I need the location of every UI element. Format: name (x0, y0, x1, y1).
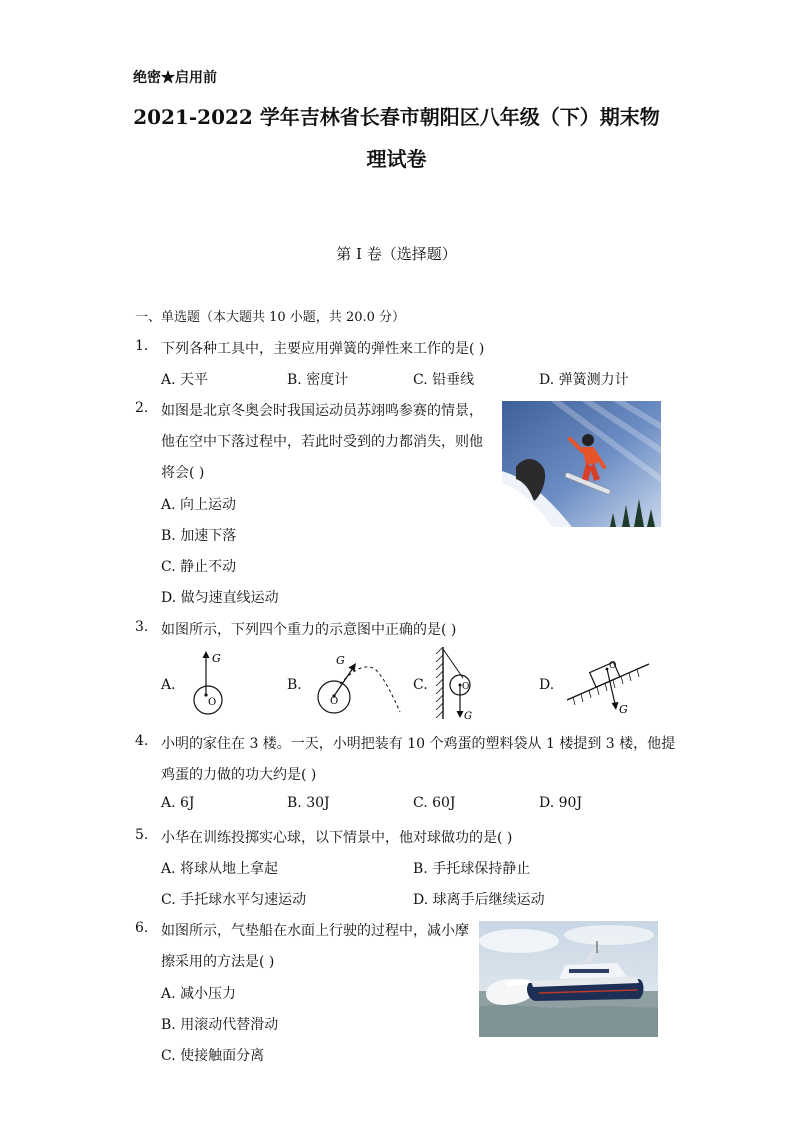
gravity-label: G (212, 652, 221, 665)
question-number: 3. (135, 619, 149, 635)
gravity-diagram-c (433, 645, 483, 723)
option-d: D. 弹簧测力计 (539, 372, 629, 388)
question-text: 小明的家住在 3 楼。一天，小明把装有 10 个鸡蛋的塑料袋从 1 楼提到 3 楼，他提 (161, 736, 676, 752)
option-b: B. 用滚动代替滑动 (161, 1017, 279, 1033)
option-d: D. 做匀速直线运动 (161, 590, 279, 606)
snowboarder-photo (502, 401, 661, 527)
gravity-diagram-a (188, 648, 238, 720)
option-c: C. (413, 677, 428, 693)
section-title: 一、单选题（本大题共 10 小题，共 20.0 分） (135, 310, 406, 325)
option-b: B. 密度计 (287, 372, 349, 388)
option-b: B. 手托球保持静止 (413, 861, 531, 877)
gravity-label: G (619, 703, 628, 716)
question-text: 如图所示，气垫船在水面上行驶的过程中，减小摩 (161, 923, 469, 939)
gravity-label: G (464, 711, 472, 722)
question-number: 5. (135, 827, 149, 843)
hovercraft-photo (479, 921, 658, 1037)
question-number: 6. (135, 920, 149, 936)
gravity-label: G (336, 654, 345, 667)
question-text: 如图所示，下列四个重力的示意图中正确的是( ) (161, 622, 457, 638)
option-a: A. 6J (161, 795, 195, 811)
option-b: B. (287, 677, 302, 693)
option-b: B. 加速下落 (161, 528, 237, 544)
center-label: O (208, 697, 217, 708)
question-number: 1. (135, 338, 149, 354)
option-d: D. 90J (539, 795, 583, 811)
option-b: B. 30J (287, 795, 330, 811)
option-a: A. 天平 (161, 372, 209, 388)
question-text: 如图是北京冬奥会时我国运动员苏翊鸣参赛的情景， (161, 403, 483, 419)
question-number: 4. (135, 733, 149, 749)
question-number: 2. (135, 400, 149, 416)
option-d: D. 球离手后继续运动 (413, 892, 545, 908)
gravity-diagram-d (563, 648, 655, 718)
option-a: A. (161, 677, 176, 693)
option-a: A. 将球从地上拿起 (161, 861, 279, 877)
option-c: C. 铅垂线 (413, 372, 475, 388)
center-label: O (609, 661, 617, 671)
question-text: 他在空中下落过程中，若此时受到的力都消失，则他 (161, 434, 483, 450)
option-c: C. 静止不动 (161, 559, 237, 575)
secret-label: 绝密★启用前 (133, 70, 217, 86)
question-text: 下列各种工具中，主要应用弹簧的弹性来工作的是( ) (161, 341, 485, 357)
question-text: 将会( ) (161, 465, 205, 481)
center-label: O (330, 696, 339, 707)
question-text: 小华在训练投掷实心球，以下情景中，他对球做功的是( ) (161, 830, 513, 846)
option-c: C. 手托球水平匀速运动 (161, 892, 307, 908)
gravity-diagram-b (308, 648, 406, 720)
option-a: A. 减小压力 (161, 986, 237, 1002)
question-text: 鸡蛋的力做的功大约是( ) (161, 767, 317, 783)
option-c: C. 使接触面分离 (161, 1048, 265, 1064)
question-text: 擦采用的方法是( ) (161, 954, 275, 970)
option-a: A. 向上运动 (161, 497, 237, 513)
exam-title-line2: 理试卷 (366, 147, 427, 171)
option-c: C. 60J (413, 795, 456, 811)
volume-heading: 第 I 卷（选择题） (336, 245, 457, 263)
exam-title-line1: 2021-2022 学年吉林省长春市朝阳区八年级（下）期末物 (133, 105, 660, 129)
center-label: O (462, 682, 470, 692)
option-d: D. (539, 677, 555, 693)
